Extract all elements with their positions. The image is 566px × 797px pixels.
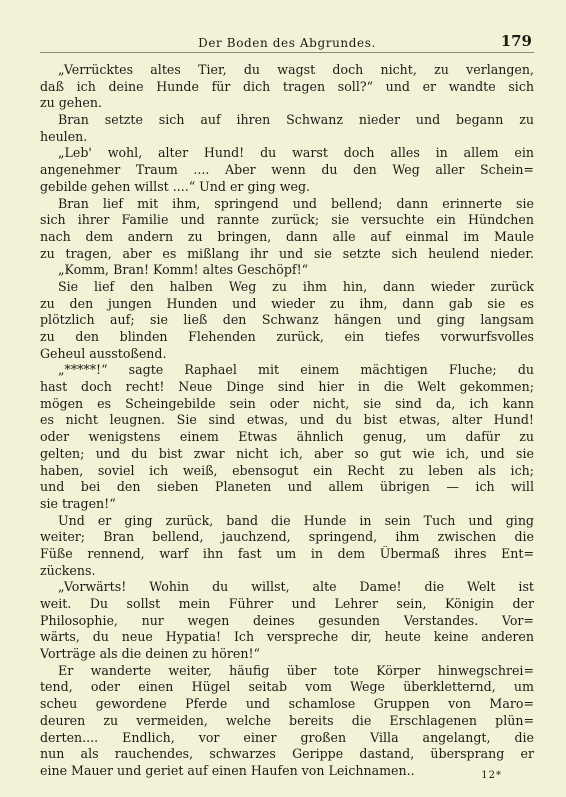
text-line: „*****!“ sagte Raphael mit einem mächtigen Fluche; du bbox=[58, 362, 534, 378]
text-line: Philosophie, nur wegen deines gesunden Verstandes. Vor= bbox=[40, 612, 534, 628]
page-number: 179 bbox=[500, 32, 532, 50]
text-line: tend, oder einen Hügel seitab vom Wege überkletternd, um bbox=[40, 679, 534, 695]
text-line: nun als rauchendes, schwarzes Gerippe dastand, übersprang er bbox=[40, 746, 534, 762]
text-line: „Vorwärts! Wohin du willst, alte Dame! die Welt ist bbox=[58, 579, 534, 595]
text-line: Und er ging zurück, band die Hunde in sein Tuch und ging bbox=[58, 512, 534, 528]
text-line: „Verrücktes altes Tier, du wagst doch nicht, zu verlangen, bbox=[58, 62, 534, 77]
text-line: zu tragen, aber es mißlang ihr und sie setzte sich heulend nieder. bbox=[40, 245, 534, 261]
text-line: deuren zu vermeiden, welche bereits die Erschlagenen plün= bbox=[40, 712, 534, 728]
text-line: und bei den sieben Planeten und allem übrigen — ich will bbox=[40, 479, 534, 495]
text-line: zückens. bbox=[40, 562, 96, 578]
text-line: Geheul ausstoßend. bbox=[40, 345, 167, 361]
text-line: weit. Du sollst mein Führer und Lehrer sein, Königin der bbox=[40, 596, 534, 611]
text-line: sie tragen!“ bbox=[40, 495, 116, 511]
text-line: derten.... Endlich, vor einer großen Villa angelangt, die bbox=[40, 729, 534, 745]
text-line: angenehmer Traum .... Aber wenn du den Weg aller Schein= bbox=[40, 162, 534, 178]
text-line: „Leb' wohl, alter Hund! du warst doch alles in allem ein bbox=[58, 145, 534, 161]
header-rule bbox=[40, 52, 534, 53]
text-line: daß ich deine Hunde für dich tragen soll?“ und er wandte sich bbox=[40, 78, 534, 94]
text-line: zu den blinden Flehenden zurück, ein tiefes vorwurfsvolles bbox=[40, 329, 534, 344]
text-line: oder wenigstens einem Etwas ähnlich genug, um dafür zu bbox=[40, 429, 534, 445]
text-line: „Komm, Bran! Komm! altes Geschöpf!“ bbox=[58, 262, 309, 278]
text-line: haben, soviel ich weiß, ebensogut ein Recht zu leben als ich; bbox=[40, 462, 534, 478]
text-line: Füße rennend, warf ihn fast um in dem Übermaß ihres Ent= bbox=[40, 545, 534, 561]
text-line: wärts, du neue Hypatia! Ich verspreche dir, heute keine anderen bbox=[40, 629, 534, 645]
text-line: zu den jungen Hunden und wieder zu ihm, dann gab sie es bbox=[40, 295, 534, 311]
text-line: Sie lief den halben Weg zu ihm hin, dann wieder zurück bbox=[58, 278, 534, 294]
text-line: nach dem andern zu bringen, dann alle auf einmal im Maule bbox=[40, 228, 534, 244]
running-title: Der Boden des Abgrundes. bbox=[198, 36, 376, 50]
text-line: hast doch recht! Neue Dinge sind hier in die Welt gekommen; bbox=[40, 379, 534, 395]
text-line: Vorträge als die deinen zu hören!“ bbox=[40, 646, 260, 662]
text-line: gebilde gehen willst ....“ Und er ging weg. bbox=[40, 178, 311, 194]
text-line: sich ihrer Familie und rannte zurück; sie versuchte ein Hündchen bbox=[40, 212, 534, 228]
text-line: plötzlich auf; sie ließ den Schwanz hängen und ging langsam bbox=[40, 312, 534, 328]
text-line: Bran setzte sich auf ihren Schwanz nieder und begann zu bbox=[58, 112, 534, 128]
text-line: weiter; Bran bellend, jauchzend, springend, ihm zwischen die bbox=[40, 529, 534, 545]
text-line: gelten; und du bist zwar nicht ich, aber so gut wie ich, und sie bbox=[40, 445, 534, 461]
body-text bbox=[40, 62, 534, 780]
text-line: Bran lief mit ihm, springend und bellend; dann erinnerte sie bbox=[58, 195, 534, 211]
printer-signature: 12* bbox=[481, 770, 502, 781]
text-line: es nicht leugnen. Sie sind etwas, und du bist etwas, alter Hund! bbox=[40, 412, 534, 428]
text-line: zu gehen. bbox=[40, 95, 102, 111]
text-line: heulen. bbox=[40, 128, 88, 144]
text-line: Er wanderte weiter, häufig über tote Körper hinwegschrei= bbox=[58, 662, 534, 678]
page-header bbox=[40, 30, 534, 52]
text-line: scheu gewordene Pferde und schamlose Gruppen von Maro= bbox=[40, 696, 534, 712]
text-line: eine Mauer und geriet auf einen Haufen von Leichnamen.. bbox=[40, 762, 415, 778]
text-line: mögen es Scheingebilde sein oder nicht, sie sind da, ich kann bbox=[40, 395, 534, 411]
